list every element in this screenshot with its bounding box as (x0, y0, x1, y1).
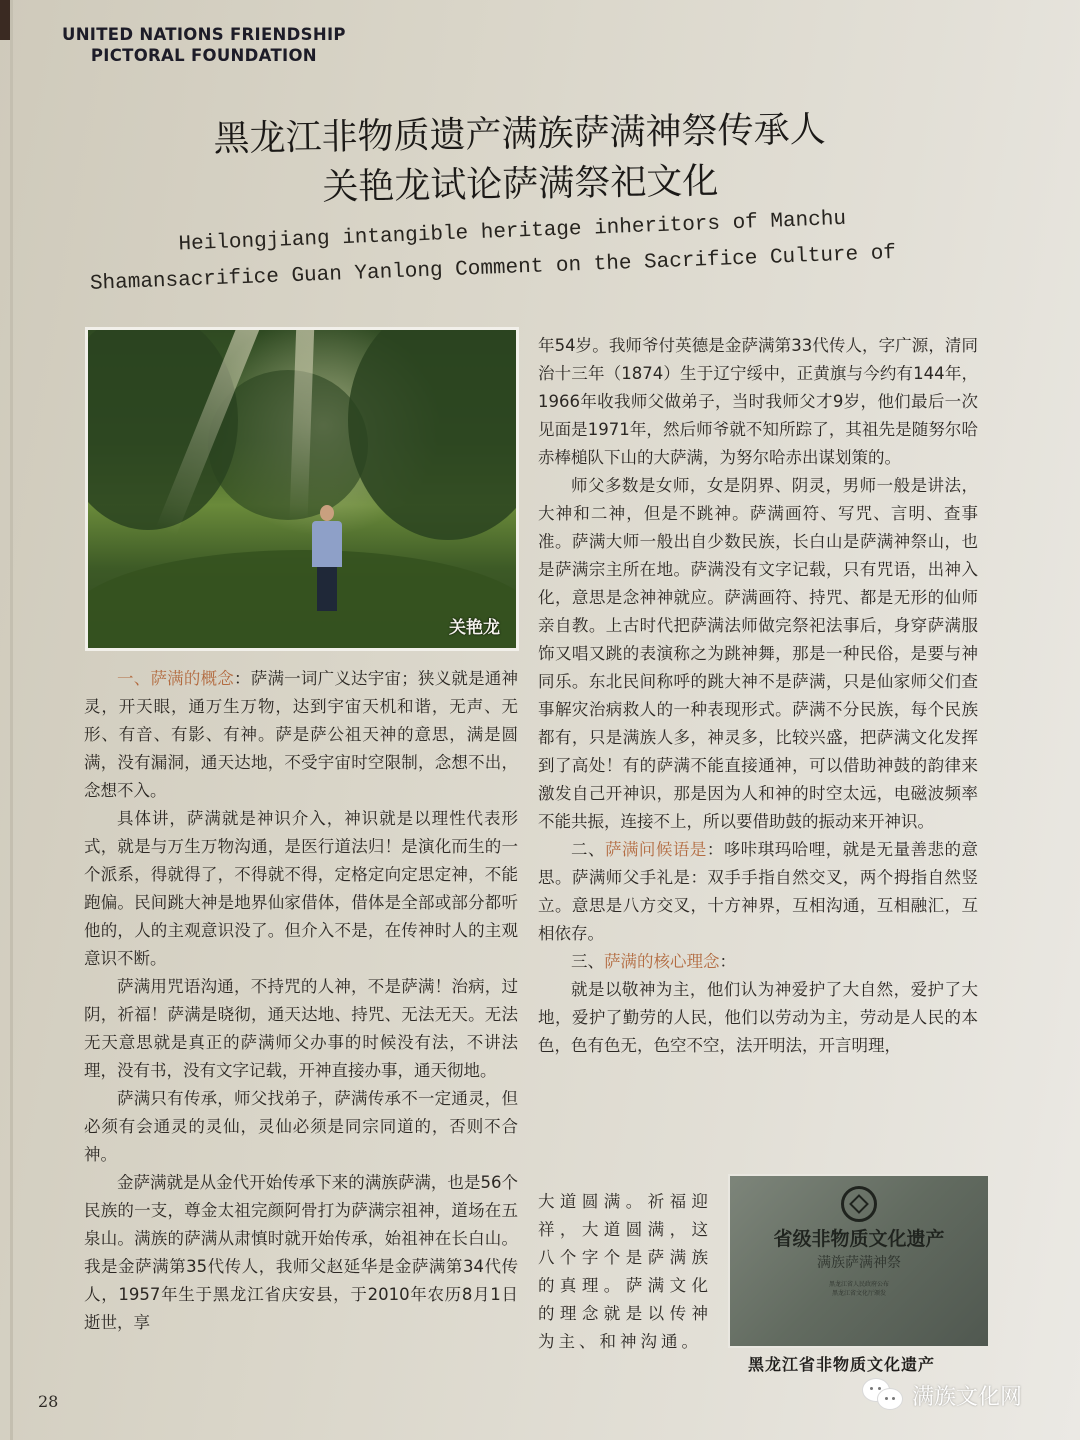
article-title-chinese (159, 104, 880, 215)
plaque-issuer-2: 黑龙江省文化厅颁发 (831, 1290, 886, 1297)
section-1-number: 一、 (117, 669, 151, 688)
paragraph: 师父多数是女师，女是阴界、阴灵，男师一般是讲法，大神和二神，但是不跳神。萨满画符、写咒、言明、查事准。萨满大师一般出自少数民族，长白山是萨满神祭山，也是萨满宗主所在地。萨满没有文字记载，只有咒语，出神入化，意思是念神神就应。萨满画符、持咒、都是无形的仙师亲自教。上古时代把萨满法师做完祭祀法事后，身穿萨满服饰又唱又跳的表演称之为跳神舞，那是一种民俗，是要与神同乐。东北民间称呼的跳大神不是萨满，只是仙家师父们查事解灾治病救人的一种表现形式。萨满不分民族，每个民族都有，只是满族人多，神灵多，比较兴盛，把萨满文化发挥到了高处！有的萨满不能直接通神，可以借助神鼓的韵律来激发自己开神识，那是因为人和神的时空太远，电磁波频率不能共振，连接不上，所以要借助鼓的振动来开神识。 (538, 476, 978, 831)
page-number: 28 (38, 1392, 59, 1411)
publisher-header (62, 24, 346, 66)
left-column (84, 665, 518, 1337)
publisher-line-1: UNITED NATIONS FRIENDSHIP (62, 25, 346, 44)
section-2-text: ：哆咔琪玛哈哩，就是无量善悲的意思。萨满师父手礼是：双手手指自然交叉，两个拇指自然竖立。意思是八方交叉，十方神界，互相沟通，互相融汇，互相依存。 (538, 840, 979, 943)
section-3-colon: ： (719, 952, 736, 971)
plaque-caption: 黑龙江省非物质文化遗产 (748, 1355, 936, 1374)
publisher-line-2: PICTORAL FOUNDATION (90, 46, 317, 65)
wechat-icon (862, 1378, 906, 1412)
section-3-heading: 萨满的核心理念 (604, 952, 720, 971)
plaque-title: 省级非物质文化遗产 (773, 1228, 945, 1250)
section-2-paragraph (538, 836, 978, 948)
wechat-watermark (862, 1378, 1022, 1412)
title-en-line-1: Heilongjiang intangible heritage inheritors of Manchu (178, 207, 847, 257)
paragraph: 就是以敬神为主，他们认为神爱护了大自然，爱护了大地，爱护了勤劳的人民，他们以劳动为主，劳动是人民的本色，色有色无，色空不空，法开明法，开言明理， (538, 980, 978, 1055)
plaque-issuer-1: 黑龙江省人民政府公布 (828, 1281, 889, 1288)
paragraph: 金萨满就是从金代开始传承下来的满族萨满，也是56个民族的一支，尊金太祖完颜阿骨打为萨满宗祖神，道场在五泉山。满族的萨满从肃慎时就开始传承，始祖神在长白山。我是金萨满第35代传人，我师父赵延华是金萨满第34代传人，1957年生于黑龙江省庆安县，于2010年农历8月1日逝世，享 (84, 1173, 518, 1332)
paragraph: 萨满用咒语沟通，不持咒的人神，不是萨满！治病，过阴，祈福！萨满是晓彻，通天达地、持咒、无法无天。无法无天意思就是真正的萨满师父办事的时候没有法，不讲法理，没有书，没有文字记载，开神直接办事，通天彻地。 (84, 977, 518, 1080)
title-en-line-2: Shamansacrifice Guan Yanlong Comment on the Sacrifice Culture of (89, 241, 897, 296)
paragraph: 萨满只有传承，师父找弟子，萨满传承不一定通灵，但必须有会通灵的灵仙，灵仙必须是同宗同道的，否则不合神。 (84, 1089, 518, 1164)
section-1-heading: 萨满的概念 (150, 669, 235, 688)
paragraph: 年54岁。我师爷付英德是金萨满第33代传人，字广源，清同治十三年（1874）生于辽宁绥中，正黄旗与今约有144年，1966年收我师父做弟子，当时我师父才9岁，他们最后一次见面是1971年，然后师爷就不知所踪了，其祖先是随努尔哈赤棒槌队下山的大萨满，为努尔哈赤出谋划策的。 (538, 336, 978, 467)
heritage-plaque-photo (728, 1174, 990, 1348)
heritage-emblem-icon (841, 1186, 877, 1222)
section-3-heading-line (538, 948, 978, 976)
book-spine (0, 0, 10, 40)
right-column (538, 332, 978, 1060)
title-zh-line-1: 黑龙江非物质遗产满族萨满神祭传承人 (213, 109, 826, 160)
tree-shape (348, 330, 516, 540)
paragraph: 大道圆满。祈福迎祥，大道圆满，这八个字个是萨满族的真理。萨满文化的理念就是以传神为主、和神沟通。 (538, 1192, 712, 1351)
plaque-subtitle: 满族萨满神祭 (817, 1255, 901, 1271)
photo-caption: 关艳龙 (449, 618, 500, 638)
paragraph: 具体讲，萨满就是神识介入，神识就是以理性代表形式，就是与万生万物沟通，是医行道法归！是演化而生的一个派系，得就得了，不得就不得，定格定向定思定神，不能跑偏。民间跳大神是地界仙家借体，借体是全部或部分都听他的，人的主观意识没了。但介入不是，在传神时人的主观意识不断。 (84, 809, 518, 968)
section-2-number: 二、 (571, 840, 605, 859)
right-column-wrapped-text (538, 1188, 712, 1356)
portrait-photo (88, 330, 516, 648)
section-1-text: ：萨满一词广义达宇宙；狭义就是通神灵，开天眼，通万生万物，达到宇宙天机和谐，无声、无形、有音、有影、有神。萨是萨公祖天神的意思，满是圆满，没有漏洞，通天达地，不受宇宙时空限制，念想不出，念想不入。 (84, 669, 519, 800)
section-2-heading: 萨满问候语是 (604, 840, 707, 859)
person-figure (312, 505, 342, 615)
page-edge (10, 0, 13, 1440)
section-3-number: 三、 (571, 952, 604, 971)
title-zh-line-2: 关艳龙试论萨满祭祀文化 (322, 160, 719, 209)
watermark-text: 满族文化网 (912, 1384, 1023, 1410)
section-1-paragraph (84, 665, 518, 805)
